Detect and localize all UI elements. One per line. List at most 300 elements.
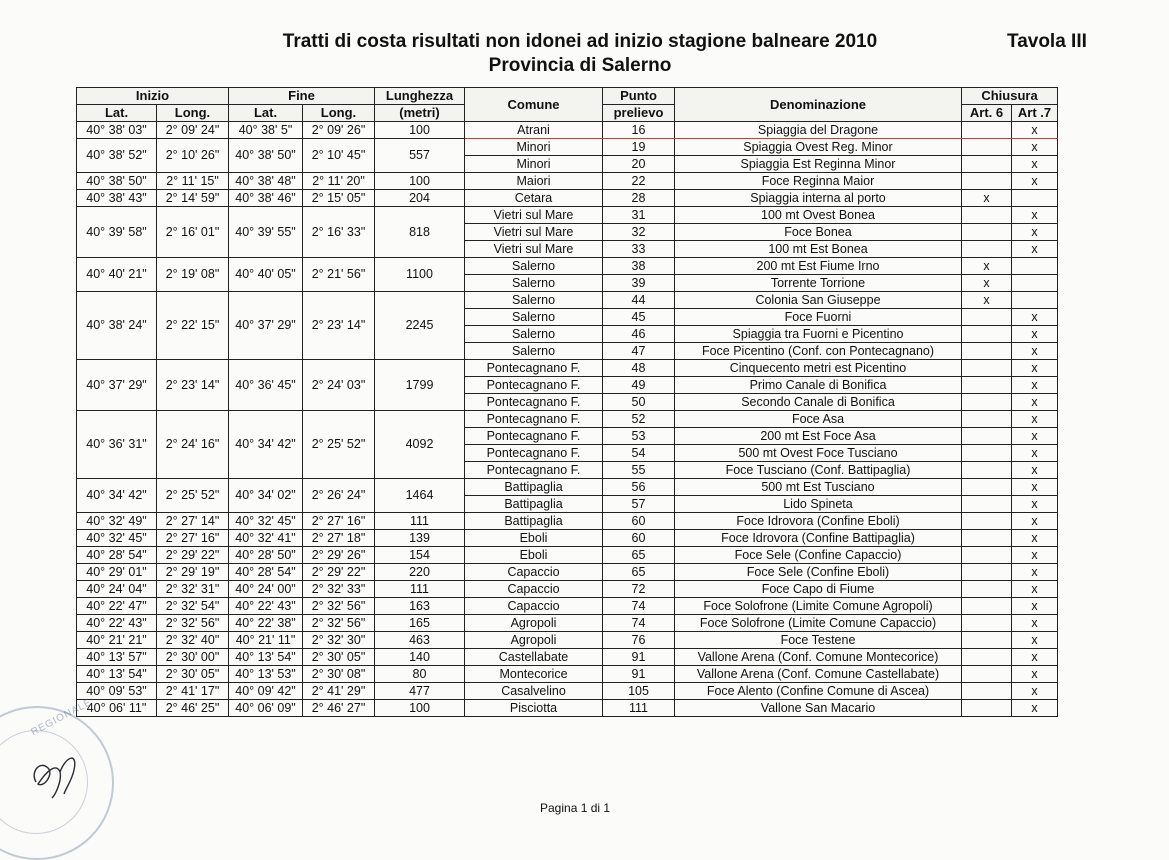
art7-cell: x	[1012, 666, 1058, 683]
fine-long-cell: 2° 25' 52"	[303, 411, 375, 479]
inizio-lat-cell: 40° 32' 45"	[77, 530, 157, 547]
fine-lat-cell: 40° 39' 55"	[229, 207, 303, 258]
inizio-lat-cell: 40° 24' 04"	[77, 581, 157, 598]
fine-lat-cell: 40° 28' 54"	[229, 564, 303, 581]
title-line-2: Provincia di Salerno	[488, 55, 672, 76]
denominazione-cell: Spiaggia tra Fuorni e Picentino	[675, 326, 962, 343]
lunghezza-cell: 1799	[375, 360, 465, 411]
punto-cell: 111	[603, 700, 675, 717]
punto-cell: 74	[603, 598, 675, 615]
denominazione-cell: Foce Idrovora (Confine Battipaglia)	[675, 530, 962, 547]
art6-cell	[962, 445, 1012, 462]
lunghezza-cell: 165	[375, 615, 465, 632]
table-row	[77, 411, 1058, 428]
comune-cell: Agropoli	[465, 615, 603, 632]
art7-cell: x	[1012, 173, 1058, 190]
art7-cell: x	[1012, 632, 1058, 649]
fine-long-cell: 2° 32' 30"	[303, 632, 375, 649]
table-row	[77, 683, 1058, 700]
table-row	[77, 632, 1058, 649]
comune-cell: Pontecagnano F.	[465, 411, 603, 428]
art7-cell: x	[1012, 496, 1058, 513]
header-denominazione: Denominazione	[675, 88, 962, 122]
lunghezza-cell: 477	[375, 683, 465, 700]
punto-cell: 76	[603, 632, 675, 649]
comune-cell: Vietri sul Mare	[465, 224, 603, 241]
art7-cell: x	[1012, 581, 1058, 598]
header-fine: Fine	[229, 88, 375, 105]
fine-lat-cell: 40° 38' 50"	[229, 139, 303, 173]
art6-cell	[962, 683, 1012, 700]
table-row	[77, 292, 1058, 309]
comune-cell: Vietri sul Mare	[465, 241, 603, 258]
header-metri: (metri)	[375, 105, 465, 122]
denominazione-cell: Foce Fuorni	[675, 309, 962, 326]
denominazione-cell: Foce Reginna Maior	[675, 173, 962, 190]
punto-cell: 53	[603, 428, 675, 445]
denominazione-cell: Spiaggia Ovest Reg. Minor	[675, 139, 962, 156]
denominazione-cell: Spiaggia del Dragone	[675, 122, 962, 139]
art6-cell	[962, 377, 1012, 394]
punto-cell: 91	[603, 666, 675, 683]
fine-lat-cell: 40° 13' 54"	[229, 649, 303, 666]
denominazione-cell: Vallone Arena (Conf. Comune Montecorice)	[675, 649, 962, 666]
lunghezza-cell: 111	[375, 513, 465, 530]
table-row	[77, 581, 1058, 598]
lunghezza-cell: 111	[375, 581, 465, 598]
inizio-long-cell: 2° 46' 25"	[157, 700, 229, 717]
header-fine-long: Long.	[303, 105, 375, 122]
art7-cell: x	[1012, 139, 1058, 156]
art6-cell	[962, 632, 1012, 649]
fine-long-cell: 2° 30' 08"	[303, 666, 375, 683]
header-inizio-lat: Lat.	[77, 105, 157, 122]
art6-cell	[962, 700, 1012, 717]
inizio-lat-cell: 40° 28' 54"	[77, 547, 157, 564]
denominazione-cell: Colonia San Giuseppe	[675, 292, 962, 309]
denominazione-cell: Spiaggia interna al porto	[675, 190, 962, 207]
header-prelievo: prelievo	[603, 105, 675, 122]
art6-cell	[962, 343, 1012, 360]
comune-cell: Eboli	[465, 530, 603, 547]
art7-cell: x	[1012, 156, 1058, 173]
inizio-long-cell: 2° 11' 15"	[157, 173, 229, 190]
comune-cell: Eboli	[465, 547, 603, 564]
art6-cell	[962, 207, 1012, 224]
inizio-lat-cell: 40° 13' 54"	[77, 666, 157, 683]
inizio-long-cell: 2° 32' 56"	[157, 615, 229, 632]
comune-cell: Salerno	[465, 258, 603, 275]
lunghezza-cell: 204	[375, 190, 465, 207]
comune-cell: Cetara	[465, 190, 603, 207]
art6-cell	[962, 547, 1012, 564]
comune-cell: Vietri sul Mare	[465, 207, 603, 224]
inizio-long-cell: 2° 32' 54"	[157, 598, 229, 615]
art7-cell: x	[1012, 377, 1058, 394]
inizio-long-cell: 2° 27' 14"	[157, 513, 229, 530]
table-row	[77, 360, 1058, 377]
inizio-lat-cell: 40° 22' 47"	[77, 598, 157, 615]
punto-cell: 52	[603, 411, 675, 428]
comune-cell: Pontecagnano F.	[465, 377, 603, 394]
fine-lat-cell: 40° 32' 45"	[229, 513, 303, 530]
denominazione-cell: 100 mt Est Bonea	[675, 241, 962, 258]
punto-cell: 46	[603, 326, 675, 343]
comune-cell: Salerno	[465, 326, 603, 343]
art7-cell: x	[1012, 513, 1058, 530]
table-row	[77, 190, 1058, 207]
punto-cell: 44	[603, 292, 675, 309]
inizio-long-cell: 2° 23' 14"	[157, 360, 229, 411]
punto-cell: 31	[603, 207, 675, 224]
lunghezza-cell: 80	[375, 666, 465, 683]
denominazione-cell: 100 mt Ovest Bonea	[675, 207, 962, 224]
fine-lat-cell: 40° 24' 00"	[229, 581, 303, 598]
table-row	[77, 207, 1058, 224]
fine-long-cell: 2° 16' 33"	[303, 207, 375, 258]
art7-cell: x	[1012, 700, 1058, 717]
header-punto: Punto	[603, 88, 675, 105]
art6-cell	[962, 649, 1012, 666]
inizio-lat-cell: 40° 21' 21"	[77, 632, 157, 649]
denominazione-cell: Spiaggia Est Reginna Minor	[675, 156, 962, 173]
fine-long-cell: 2° 21' 56"	[303, 258, 375, 292]
inizio-lat-cell: 40° 32' 49"	[77, 513, 157, 530]
fine-lat-cell: 40° 34' 42"	[229, 411, 303, 479]
denominazione-cell: 200 mt Est Fiume Irno	[675, 258, 962, 275]
punto-cell: 56	[603, 479, 675, 496]
denominazione-cell: Foce Sele (Confine Eboli)	[675, 564, 962, 581]
fine-long-cell: 2° 32' 56"	[303, 615, 375, 632]
comune-cell: Pontecagnano F.	[465, 462, 603, 479]
inizio-long-cell: 2° 19' 08"	[157, 258, 229, 292]
inizio-lat-cell: 40° 39' 58"	[77, 207, 157, 258]
header-lunghezza: Lunghezza	[375, 88, 465, 105]
fine-long-cell: 2° 27' 18"	[303, 530, 375, 547]
punto-cell: 72	[603, 581, 675, 598]
document-title	[180, 30, 980, 78]
comune-cell: Minori	[465, 156, 603, 173]
punto-cell: 91	[603, 649, 675, 666]
fine-lat-cell: 40° 34' 02"	[229, 479, 303, 513]
comune-cell: Pontecagnano F.	[465, 394, 603, 411]
art7-cell	[1012, 258, 1058, 275]
fine-lat-cell: 40° 13' 53"	[229, 666, 303, 683]
fine-lat-cell: 40° 22' 43"	[229, 598, 303, 615]
comune-cell: Salerno	[465, 275, 603, 292]
comune-cell: Maiori	[465, 173, 603, 190]
denominazione-cell: Foce Capo di Fiume	[675, 581, 962, 598]
fine-lat-cell: 40° 28' 50"	[229, 547, 303, 564]
punto-cell: 33	[603, 241, 675, 258]
art7-cell	[1012, 292, 1058, 309]
lunghezza-cell: 154	[375, 547, 465, 564]
fine-lat-cell: 40° 06' 09"	[229, 700, 303, 717]
fine-long-cell: 2° 26' 24"	[303, 479, 375, 513]
title-line-1: Tratti di costa risultati non idonei ad inizio stagione balneare 2010	[282, 31, 878, 52]
inizio-lat-cell: 40° 36' 31"	[77, 411, 157, 479]
art7-cell	[1012, 190, 1058, 207]
denominazione-cell: Foce Idrovora (Confine Eboli)	[675, 513, 962, 530]
table-row	[77, 122, 1058, 139]
table-body	[77, 122, 1058, 717]
inizio-long-cell: 2° 16' 01"	[157, 207, 229, 258]
punto-cell: 54	[603, 445, 675, 462]
lunghezza-cell: 818	[375, 207, 465, 258]
art7-cell: x	[1012, 462, 1058, 479]
inizio-long-cell: 2° 29' 19"	[157, 564, 229, 581]
art7-cell: x	[1012, 445, 1058, 462]
stamp-text: REGIONALE	[29, 696, 94, 739]
punto-cell: 74	[603, 615, 675, 632]
fine-long-cell: 2° 27' 16"	[303, 513, 375, 530]
fine-long-cell: 2° 46' 27"	[303, 700, 375, 717]
fine-long-cell: 2° 24' 03"	[303, 360, 375, 411]
punto-cell: 45	[603, 309, 675, 326]
inizio-long-cell: 2° 25' 52"	[157, 479, 229, 513]
art7-cell: x	[1012, 360, 1058, 377]
punto-cell: 20	[603, 156, 675, 173]
inizio-long-cell: 2° 10' 26"	[157, 139, 229, 173]
art7-cell: x	[1012, 394, 1058, 411]
comune-cell: Minori	[465, 139, 603, 156]
denominazione-cell: Secondo Canale di Bonifica	[675, 394, 962, 411]
lunghezza-cell: 100	[375, 122, 465, 139]
punto-cell: 28	[603, 190, 675, 207]
comune-cell: Salerno	[465, 292, 603, 309]
header-inizio: Inizio	[77, 88, 229, 105]
denominazione-cell: Vallone San Macario	[675, 700, 962, 717]
art6-cell	[962, 122, 1012, 139]
comune-cell: Salerno	[465, 343, 603, 360]
denominazione-cell: Foce Picentino (Conf. con Pontecagnano)	[675, 343, 962, 360]
inizio-long-cell: 2° 22' 15"	[157, 292, 229, 360]
table-row	[77, 666, 1058, 683]
punto-cell: 55	[603, 462, 675, 479]
inizio-lat-cell: 40° 38' 24"	[77, 292, 157, 360]
punto-cell: 48	[603, 360, 675, 377]
comune-cell: Salerno	[465, 309, 603, 326]
fine-long-cell: 2° 29' 22"	[303, 564, 375, 581]
art6-cell	[962, 241, 1012, 258]
lunghezza-cell: 140	[375, 649, 465, 666]
fine-lat-cell: 40° 32' 41"	[229, 530, 303, 547]
comune-cell: Capaccio	[465, 581, 603, 598]
inizio-lat-cell: 40° 38' 03"	[77, 122, 157, 139]
inizio-lat-cell: 40° 09' 53"	[77, 683, 157, 700]
art7-cell: x	[1012, 428, 1058, 445]
comune-cell: Battipaglia	[465, 513, 603, 530]
inizio-lat-cell: 40° 40' 21"	[77, 258, 157, 292]
art7-cell: x	[1012, 649, 1058, 666]
punto-cell: 39	[603, 275, 675, 292]
fine-long-cell: 2° 23' 14"	[303, 292, 375, 360]
inizio-lat-cell: 40° 06' 11"	[77, 700, 157, 717]
inizio-lat-cell: 40° 38' 50"	[77, 173, 157, 190]
table-row	[77, 649, 1058, 666]
denominazione-cell: Vallone Arena (Conf. Comune Castellabate)	[675, 666, 962, 683]
header-art7: Art .7	[1012, 105, 1058, 122]
inizio-long-cell: 2° 27' 16"	[157, 530, 229, 547]
denominazione-cell: Foce Bonea	[675, 224, 962, 241]
punto-cell: 16	[603, 122, 675, 139]
art6-cell	[962, 479, 1012, 496]
comune-cell: Pisciotta	[465, 700, 603, 717]
inizio-long-cell: 2° 32' 31"	[157, 581, 229, 598]
art7-cell: x	[1012, 343, 1058, 360]
art6-cell	[962, 326, 1012, 343]
art7-cell: x	[1012, 326, 1058, 343]
comune-cell: Atrani	[465, 122, 603, 139]
art7-cell: x	[1012, 411, 1058, 428]
fine-lat-cell: 40° 38' 5"	[229, 122, 303, 139]
inizio-long-cell: 2° 14' 59"	[157, 190, 229, 207]
inizio-lat-cell: 40° 29' 01"	[77, 564, 157, 581]
punto-cell: 22	[603, 173, 675, 190]
inizio-lat-cell: 40° 13' 57"	[77, 649, 157, 666]
comune-cell: Montecorice	[465, 666, 603, 683]
art7-cell: x	[1012, 207, 1058, 224]
art6-cell: x	[962, 258, 1012, 275]
punto-cell: 47	[603, 343, 675, 360]
fine-long-cell: 2° 41' 29"	[303, 683, 375, 700]
comune-cell: Pontecagnano F.	[465, 360, 603, 377]
art6-cell	[962, 394, 1012, 411]
fine-lat-cell: 40° 40' 05"	[229, 258, 303, 292]
header-fine-lat: Lat.	[229, 105, 303, 122]
denominazione-cell: Primo Canale di Bonifica	[675, 377, 962, 394]
art7-cell: x	[1012, 122, 1058, 139]
denominazione-cell: Foce Alento (Confine Comune di Ascea)	[675, 683, 962, 700]
art7-cell: x	[1012, 224, 1058, 241]
art7-cell	[1012, 275, 1058, 292]
art6-cell: x	[962, 190, 1012, 207]
table-row	[77, 513, 1058, 530]
table-row	[77, 258, 1058, 275]
fine-lat-cell: 40° 09' 42"	[229, 683, 303, 700]
denominazione-cell: Foce Sele (Confine Capaccio)	[675, 547, 962, 564]
punto-cell: 19	[603, 139, 675, 156]
art7-cell: x	[1012, 479, 1058, 496]
fine-long-cell: 2° 11' 20"	[303, 173, 375, 190]
art6-cell	[962, 581, 1012, 598]
denominazione-cell: Foce Solofrone (Limite Comune Capaccio)	[675, 615, 962, 632]
table-row	[77, 598, 1058, 615]
art7-cell: x	[1012, 530, 1058, 547]
header-chiusura: Chiusura	[962, 88, 1058, 105]
art6-cell	[962, 309, 1012, 326]
lunghezza-cell: 2245	[375, 292, 465, 360]
denominazione-cell: 500 mt Est Tusciano	[675, 479, 962, 496]
lunghezza-cell: 100	[375, 700, 465, 717]
punto-cell: 32	[603, 224, 675, 241]
fine-lat-cell: 40° 21' 11"	[229, 632, 303, 649]
inizio-lat-cell: 40° 34' 42"	[77, 479, 157, 513]
comune-cell: Castellabate	[465, 649, 603, 666]
inizio-lat-cell: 40° 37' 29"	[77, 360, 157, 411]
art7-cell: x	[1012, 615, 1058, 632]
fine-long-cell: 2° 30' 05"	[303, 649, 375, 666]
punto-cell: 60	[603, 513, 675, 530]
denominazione-cell: 200 mt Est Foce Asa	[675, 428, 962, 445]
art6-cell	[962, 513, 1012, 530]
comune-cell: Pontecagnano F.	[465, 445, 603, 462]
art7-cell: x	[1012, 683, 1058, 700]
table-row	[77, 173, 1058, 190]
art6-cell	[962, 666, 1012, 683]
art6-cell	[962, 530, 1012, 547]
art7-cell: x	[1012, 241, 1058, 258]
punto-cell: 49	[603, 377, 675, 394]
handwritten-signature	[26, 742, 96, 802]
lunghezza-cell: 1464	[375, 479, 465, 513]
art6-cell: x	[962, 275, 1012, 292]
denominazione-cell: 500 mt Ovest Foce Tusciano	[675, 445, 962, 462]
punto-cell: 50	[603, 394, 675, 411]
coast-table	[76, 87, 1058, 717]
punto-cell: 38	[603, 258, 675, 275]
art7-cell: x	[1012, 309, 1058, 326]
lunghezza-cell: 557	[375, 139, 465, 173]
table-row	[77, 700, 1058, 717]
fine-long-cell: 2° 10' 45"	[303, 139, 375, 173]
art6-cell	[962, 428, 1012, 445]
art6-cell	[962, 564, 1012, 581]
art6-cell	[962, 156, 1012, 173]
denominazione-cell: Cinquecento metri est Picentino	[675, 360, 962, 377]
denominazione-cell: Foce Asa	[675, 411, 962, 428]
inizio-long-cell: 2° 30' 00"	[157, 649, 229, 666]
header-comune: Comune	[465, 88, 603, 122]
fine-lat-cell: 40° 38' 48"	[229, 173, 303, 190]
inizio-lat-cell: 40° 38' 52"	[77, 139, 157, 173]
header-art6: Art. 6	[962, 105, 1012, 122]
table-row	[77, 615, 1058, 632]
tavola-label: Tavola III	[1007, 31, 1087, 52]
inizio-long-cell: 2° 29' 22"	[157, 547, 229, 564]
art6-cell	[962, 598, 1012, 615]
art6-cell	[962, 411, 1012, 428]
art7-cell: x	[1012, 598, 1058, 615]
comune-cell: Battipaglia	[465, 496, 603, 513]
art6-cell	[962, 496, 1012, 513]
comune-cell: Casalvelino	[465, 683, 603, 700]
fine-long-cell: 2° 29' 26"	[303, 547, 375, 564]
table-row	[77, 139, 1058, 156]
inizio-long-cell: 2° 41' 17"	[157, 683, 229, 700]
inizio-lat-cell: 40° 22' 43"	[77, 615, 157, 632]
denominazione-cell: Foce Testene	[675, 632, 962, 649]
lunghezza-cell: 1100	[375, 258, 465, 292]
lunghezza-cell: 220	[375, 564, 465, 581]
comune-cell: Agropoli	[465, 632, 603, 649]
punto-cell: 65	[603, 547, 675, 564]
table-header	[77, 88, 1058, 122]
fine-long-cell: 2° 32' 56"	[303, 598, 375, 615]
art6-cell	[962, 139, 1012, 156]
fine-long-cell: 2° 09' 26"	[303, 122, 375, 139]
denominazione-cell: Lido Spineta	[675, 496, 962, 513]
table-row	[77, 530, 1058, 547]
table-row	[77, 479, 1058, 496]
lunghezza-cell: 4092	[375, 411, 465, 479]
punto-cell: 65	[603, 564, 675, 581]
comune-cell: Pontecagnano F.	[465, 428, 603, 445]
inizio-long-cell: 2° 30' 05"	[157, 666, 229, 683]
fine-long-cell: 2° 15' 05"	[303, 190, 375, 207]
denominazione-cell: Foce Solofrone (Limite Comune Agropoli)	[675, 598, 962, 615]
lunghezza-cell: 139	[375, 530, 465, 547]
